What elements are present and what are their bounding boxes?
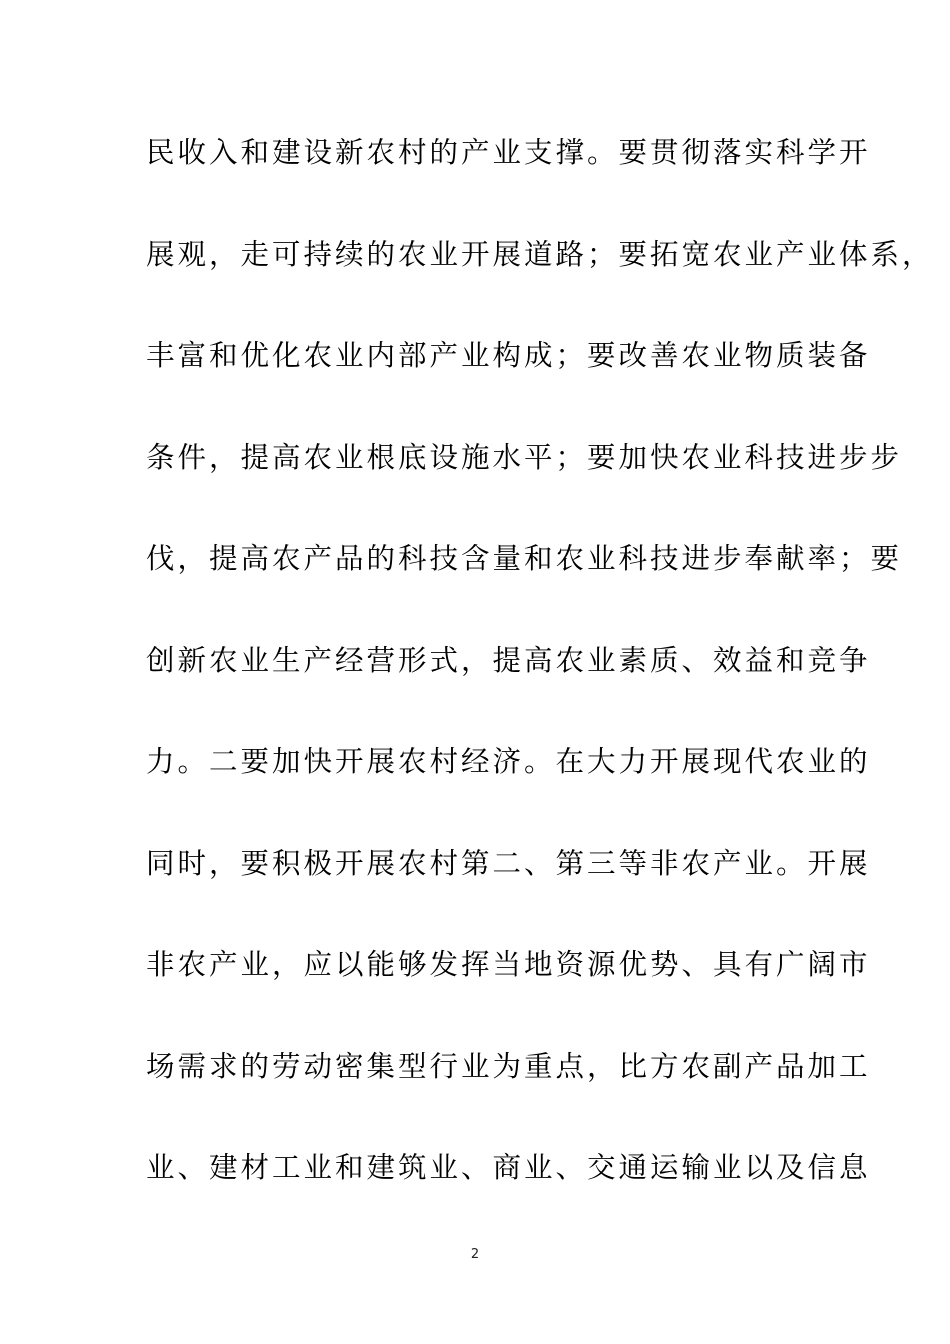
text-line: 场需求的劳动密集型行业为重点，比方农副产品加工 (146, 1049, 871, 1083)
page-number: 2 (470, 1247, 480, 1262)
text-line: 创新农业生产经营形式，提高农业素质、效益和竞争 (146, 643, 871, 677)
text-line: 力。二要加快开展农村经济。在大力开展现代农业的 (146, 745, 871, 778)
text-line: 丰富和优化农业内部产业构成；要改善农业物质装备 (146, 339, 871, 372)
text-line: 同时，要积极开展农村第二、第三等非农产业。开展 (146, 846, 871, 880)
text-line: 展观，走可持续的农业开展道路；要拓宽农业产业体系， (146, 237, 934, 271)
text-line: 非农产业，应以能够发挥当地资源优势、具有广阔市 (146, 948, 871, 981)
text-line: 民收入和建设新农村的产业支撑。要贯彻落实科学开 (146, 136, 871, 169)
text-line: 业、建材工业和建筑业、商业、交通运输业以及信息 (146, 1151, 871, 1184)
text-line: 伐，提高农产品的科技含量和农业科技进步奉献率；要 (146, 542, 903, 575)
text-line: 条件，提高农业根底设施水平；要加快农业科技进步步 (146, 440, 903, 474)
body-text (146, 126, 934, 1243)
